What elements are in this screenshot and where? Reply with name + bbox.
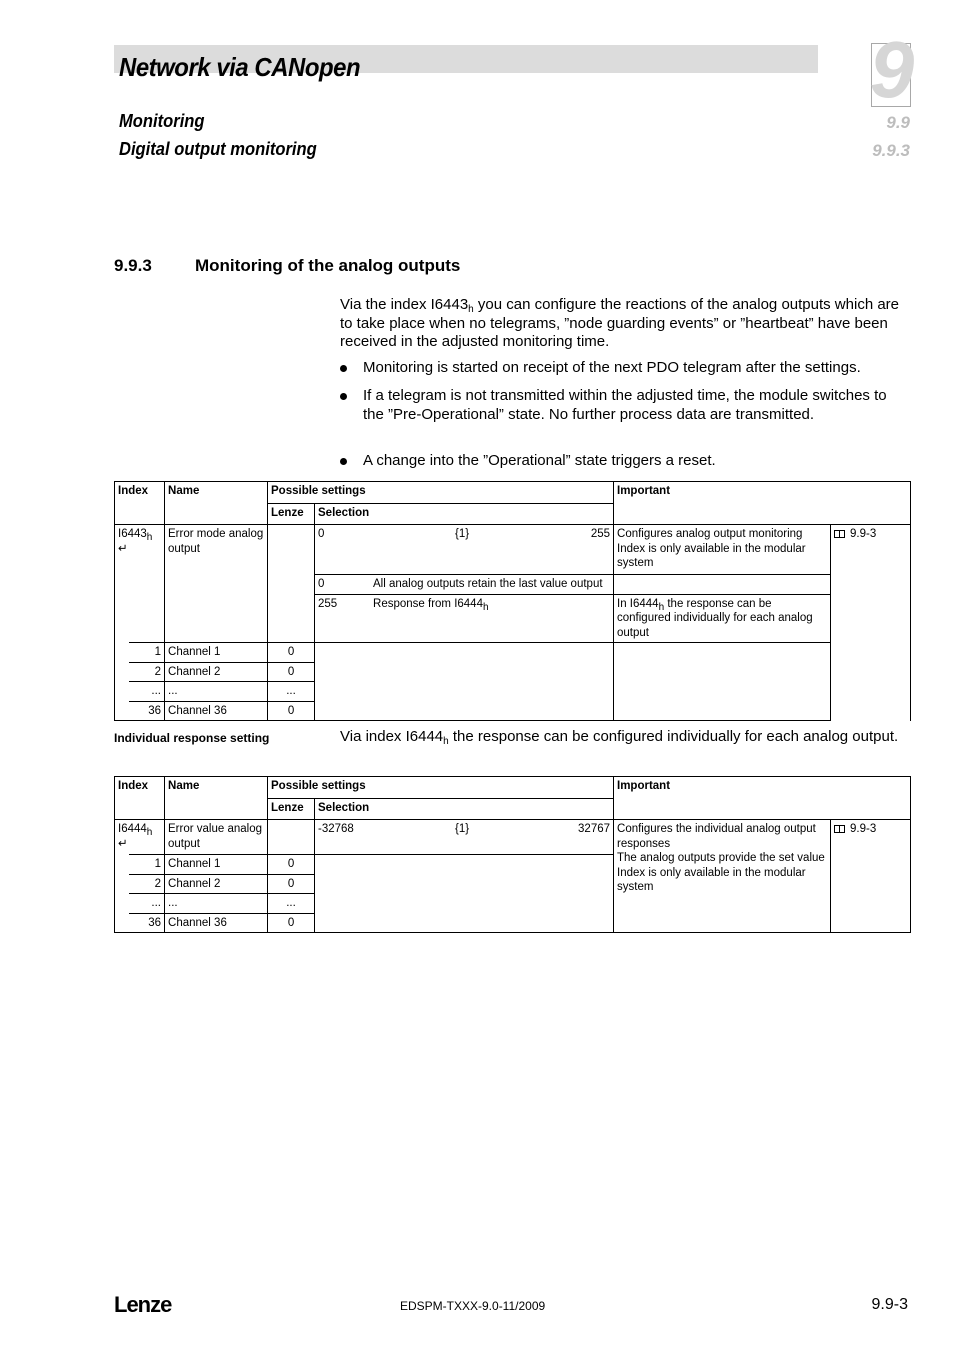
document-reference: EDSPM-TXXX-9.0-11/2009 xyxy=(400,1299,546,1313)
col-header-important: Important xyxy=(614,777,911,820)
bullet-icon xyxy=(340,365,347,372)
col-header-index: Index xyxy=(115,777,165,820)
header-subtitle-2: Digital output monitoring xyxy=(119,139,317,159)
important-cell: Configures analog output monitoring Index is only available in the modular system xyxy=(614,525,831,575)
section-ref-2: 9.9.3 xyxy=(872,141,910,160)
table-row: 2 Channel 2 0 xyxy=(115,874,911,894)
table-row: 36 Channel 36 0 xyxy=(115,701,911,721)
bullet-icon xyxy=(340,393,347,400)
table-row: ... ... ... xyxy=(115,894,911,914)
individual-response-paragraph: Via index $I6444_h$ the response can be configured individually for each analog output. xyxy=(340,728,899,747)
range-cell: 0 {1} 255 xyxy=(315,525,614,575)
section-ref-1: 9.9 xyxy=(886,113,910,132)
col-header-possible-settings: Possible settings xyxy=(268,482,614,504)
col-header-index: Index xyxy=(115,482,165,525)
table-row: 1 Channel 1 0 xyxy=(115,855,911,875)
lenze-cell xyxy=(268,820,315,855)
lenze-cell xyxy=(268,525,315,643)
col-header-lenze: Lenze xyxy=(268,504,315,525)
section-title: Monitoring of the analog outputs xyxy=(195,256,461,275)
important-cell xyxy=(614,575,831,595)
col-header-important: Important xyxy=(614,482,911,525)
index-cell: $I6444_h$ ↵ xyxy=(115,820,165,855)
chapter-number: 9 xyxy=(869,25,915,114)
col-header-name: Name xyxy=(165,482,268,525)
name-cell: Error mode analog output xyxy=(165,525,268,643)
range-cell: -32768 {1} 32767 xyxy=(315,820,614,855)
option-row-0: 0 All analog outputs retain the last value output xyxy=(315,575,614,595)
page-number: 9.9-3 xyxy=(871,1296,908,1313)
col-header-possible-settings: Possible settings xyxy=(268,777,614,799)
table-row: 2 Channel 2 0 xyxy=(115,662,911,682)
lenze-logo: Lenze xyxy=(114,1292,172,1317)
col-header-selection: Selection xyxy=(315,799,614,820)
reference-cell: 9.9-3 xyxy=(831,525,911,721)
individual-response-label: Individual response setting xyxy=(114,731,270,745)
name-cell: Error value analog output xyxy=(165,820,268,855)
index-cell: $I6443_h$ ↵ xyxy=(115,525,165,643)
option-row-255: 255 Response from $I6444_h$ xyxy=(315,594,614,643)
col-header-lenze: Lenze xyxy=(268,799,315,820)
header-subtitle-1: Monitoring xyxy=(119,111,205,131)
enter-icon: ↵ xyxy=(118,542,128,555)
table-row: ... ... ... xyxy=(115,682,911,702)
important-cell: Configures the individual analog output responses The analog outputs provide the set value Index is only available in the modular system xyxy=(614,820,831,933)
book-icon xyxy=(834,530,845,538)
parameter-table-i6443 xyxy=(114,481,911,721)
table-row: 1 Channel 1 0 xyxy=(115,643,911,663)
enter-icon: ↵ xyxy=(118,837,128,850)
important-cell: In $I6444_h$ the response can be configured individually for each analog output xyxy=(614,594,831,643)
intro-paragraph: Via the index $I6443_h$ you can configure the reactions of the analog outputs which are to take place when no telegrams, ”node guarding events” or ”heartbeat” have been received in the adjusted monitoring time. xyxy=(340,296,900,350)
section-number: 9.9.3 xyxy=(114,256,152,275)
bullet-icon xyxy=(340,458,347,465)
book-icon xyxy=(834,825,845,833)
col-header-selection: Selection xyxy=(315,504,614,525)
reference-cell: 9.9-3 xyxy=(831,820,911,933)
table-row: 36 Channel 36 0 xyxy=(115,913,911,933)
col-header-name: Name xyxy=(165,777,268,820)
chapter-title: Network via CANopen xyxy=(119,52,361,82)
parameter-table-i6444 xyxy=(114,776,911,933)
